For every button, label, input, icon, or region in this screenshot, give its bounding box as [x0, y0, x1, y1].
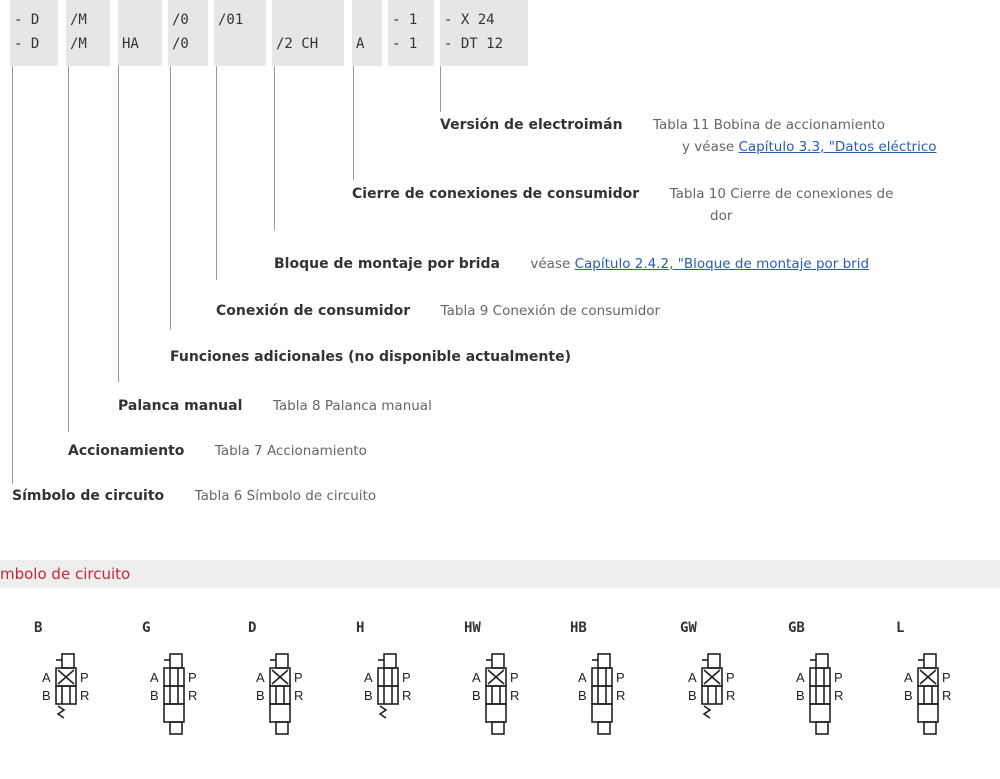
code-value: /01: [218, 12, 244, 28]
valve-box: [810, 668, 830, 686]
port-label-p: P: [616, 670, 625, 685]
port-label-a: A: [688, 670, 697, 685]
valve-box: [270, 686, 290, 704]
code-cell-3: [118, 0, 162, 66]
entry-simbolo: [12, 488, 376, 504]
code-value: - 1: [392, 12, 418, 28]
port-label-p: P: [834, 670, 843, 685]
symbol-label: GW: [680, 620, 697, 636]
port-label-b: B: [150, 688, 159, 703]
valve-box: [918, 704, 938, 722]
leader-line: [274, 66, 275, 230]
solenoid-box: [492, 722, 504, 734]
port-label-a: A: [904, 670, 913, 685]
entry-label: Accionamiento: [68, 443, 185, 459]
entry-desc-prefix: y véase: [682, 139, 739, 155]
section-header: [0, 560, 1000, 588]
valve-symbol-icon: [896, 648, 968, 744]
leader-line: [353, 66, 354, 180]
entry-desc: Tabla 6 Símbolo de circuito: [194, 488, 377, 504]
port-label-b: B: [364, 688, 373, 703]
port-label-a: A: [472, 670, 481, 685]
solenoid-box: [170, 722, 182, 734]
code-value: /0: [172, 36, 189, 52]
valve-box: [164, 686, 184, 704]
circuit-symbol: [34, 620, 114, 760]
valve-box: [918, 686, 938, 704]
code-cell-7: [352, 0, 382, 66]
entry-desc: Tabla 7 Accionamiento: [214, 443, 367, 459]
valve-box: [592, 686, 612, 704]
valve-symbol-icon: [464, 648, 536, 744]
port-label-a: A: [256, 670, 265, 685]
solenoid-box: [924, 654, 936, 668]
port-label-r: R: [188, 688, 198, 703]
port-label-r: R: [942, 688, 952, 703]
port-label-b: B: [256, 688, 265, 703]
code-value: - DT 12: [444, 36, 504, 52]
solenoid-box: [384, 654, 396, 668]
valve-box: [378, 686, 398, 704]
entry-desc: [530, 256, 869, 272]
entry-label: Conexión de consumidor: [216, 303, 411, 319]
code-value: HA: [122, 36, 139, 52]
entry-desc: Tabla 11 Bobina de accionamiento: [653, 117, 886, 133]
valve-box: [164, 668, 184, 686]
valve-box: [378, 668, 398, 686]
valve-symbol-icon: [788, 648, 860, 744]
port-label-b: B: [688, 688, 697, 703]
entry-desc: Tabla 10 Cierre de conexiones de: [669, 186, 894, 202]
circuit-symbol: [142, 620, 222, 760]
solenoid-box: [708, 654, 720, 668]
port-label-a: A: [150, 670, 159, 685]
leader-line: [170, 66, 171, 330]
port-label-b: B: [578, 688, 587, 703]
code-value: /0: [172, 12, 189, 28]
code-value: - X 24: [444, 12, 495, 28]
entry-label: Símbolo de circuito: [12, 488, 165, 504]
port-label-p: P: [80, 670, 89, 685]
entry-label: Palanca manual: [118, 398, 243, 414]
solenoid-box: [816, 654, 828, 668]
port-label-b: B: [42, 688, 51, 703]
port-label-p: P: [942, 670, 951, 685]
entry-palanca: [118, 398, 432, 414]
entry-bloque: [274, 256, 869, 272]
port-label-p: P: [726, 670, 735, 685]
code-value: /M: [70, 36, 87, 52]
entry-funciones: [170, 349, 571, 365]
solenoid-box: [492, 654, 504, 668]
entry-desc-line2: [682, 139, 937, 155]
symbol-label: GB: [788, 620, 805, 636]
port-label-b: B: [904, 688, 913, 703]
circuit-symbol: [570, 620, 650, 760]
entry-desc-line2: dor: [710, 208, 733, 224]
port-label-b: B: [472, 688, 481, 703]
code-cell-9: [440, 0, 528, 66]
valve-symbol-icon: [142, 648, 214, 744]
port-label-r: R: [402, 688, 412, 703]
code-value: A: [356, 36, 365, 52]
solenoid-box: [62, 654, 74, 668]
entry-desc-prefix: véase: [530, 256, 575, 272]
valve-box: [486, 704, 506, 722]
leader-line: [216, 66, 217, 280]
solenoid-box: [276, 722, 288, 734]
code-cell-1: [10, 0, 58, 66]
circuit-symbol: [464, 620, 544, 760]
code-cell-2: [66, 0, 110, 66]
valve-symbol-icon: [680, 648, 752, 744]
entry-label: Versión de electroimán: [440, 117, 623, 133]
symbol-label: G: [142, 620, 151, 636]
solenoid-box: [170, 654, 182, 668]
port-label-a: A: [42, 670, 51, 685]
circuit-symbol: [356, 620, 436, 760]
port-label-r: R: [616, 688, 626, 703]
port-label-r: R: [294, 688, 304, 703]
code-cell-5: [214, 0, 266, 66]
symbol-label: L: [896, 620, 905, 636]
spring-icon: [58, 706, 64, 718]
symbol-label: HB: [570, 620, 587, 636]
valve-symbol-icon: [570, 648, 642, 744]
code-value: - D: [14, 12, 40, 28]
solenoid-box: [924, 722, 936, 734]
section-title: mbolo de circuito: [0, 565, 131, 583]
leader-line: [68, 66, 69, 432]
solenoid-box: [276, 654, 288, 668]
valve-box: [592, 704, 612, 722]
port-label-r: R: [80, 688, 90, 703]
solenoid-box: [816, 722, 828, 734]
solenoid-box: [598, 722, 610, 734]
port-label-r: R: [510, 688, 520, 703]
port-label-r: R: [834, 688, 844, 703]
leader-line: [118, 66, 119, 382]
port-label-p: P: [294, 670, 303, 685]
valve-box: [56, 686, 76, 704]
code-value: /2 CH: [276, 36, 319, 52]
code-cell-8: [388, 0, 434, 66]
valve-symbol-icon: [248, 648, 320, 744]
port-label-a: A: [364, 670, 373, 685]
symbol-label: HW: [464, 620, 481, 636]
valve-box: [810, 704, 830, 722]
entry-conexion: [216, 303, 660, 319]
circuit-symbol: [896, 620, 976, 760]
circuit-symbol: [788, 620, 868, 760]
entry-label: Cierre de conexiones de consumidor: [352, 186, 640, 202]
circuit-symbol: [248, 620, 328, 760]
solenoid-box: [598, 654, 610, 668]
leader-line: [440, 66, 441, 112]
valve-box: [702, 686, 722, 704]
valve-symbol-icon: [34, 648, 106, 744]
symbol-label: D: [248, 620, 257, 636]
chapter-link[interactable]: Capítulo 3.3, "Datos eléctrico: [738, 139, 937, 155]
port-label-r: R: [726, 688, 736, 703]
code-value: - 1: [392, 36, 418, 52]
spring-icon: [704, 706, 710, 718]
valve-box: [486, 686, 506, 704]
port-label-p: P: [510, 670, 519, 685]
code-cell-6: [272, 0, 344, 66]
symbol-label: B: [34, 620, 43, 636]
entry-label: Bloque de montaje por brida: [274, 256, 500, 272]
valve-box: [592, 668, 612, 686]
port-label-a: A: [578, 670, 587, 685]
valve-box: [270, 704, 290, 722]
valve-symbol-icon: [356, 648, 428, 744]
spring-icon: [380, 706, 386, 718]
circuit-symbol: [680, 620, 760, 760]
entry-desc: Tabla 8 Palanca manual: [272, 398, 432, 414]
entry-electroiman: [440, 117, 937, 155]
port-label-p: P: [402, 670, 411, 685]
code-value: /M: [70, 12, 87, 28]
port-label-p: P: [188, 670, 197, 685]
entry-desc: Tabla 9 Conexión de consumidor: [440, 303, 661, 319]
chapter-link[interactable]: Capítulo 2.4.2, "Bloque de montaje por brid: [574, 256, 870, 272]
port-label-b: B: [796, 688, 805, 703]
code-value: - D: [14, 36, 40, 52]
entry-cierre: [352, 186, 894, 224]
valve-box: [810, 686, 830, 704]
symbol-label: H: [356, 620, 365, 636]
code-cell-4: [168, 0, 208, 66]
valve-box: [164, 704, 184, 722]
entry-label: Funciones adicionales (no disponible actualmente): [170, 349, 571, 365]
leader-line: [12, 66, 13, 484]
entry-accionamiento: [68, 443, 367, 459]
port-label-a: A: [796, 670, 805, 685]
